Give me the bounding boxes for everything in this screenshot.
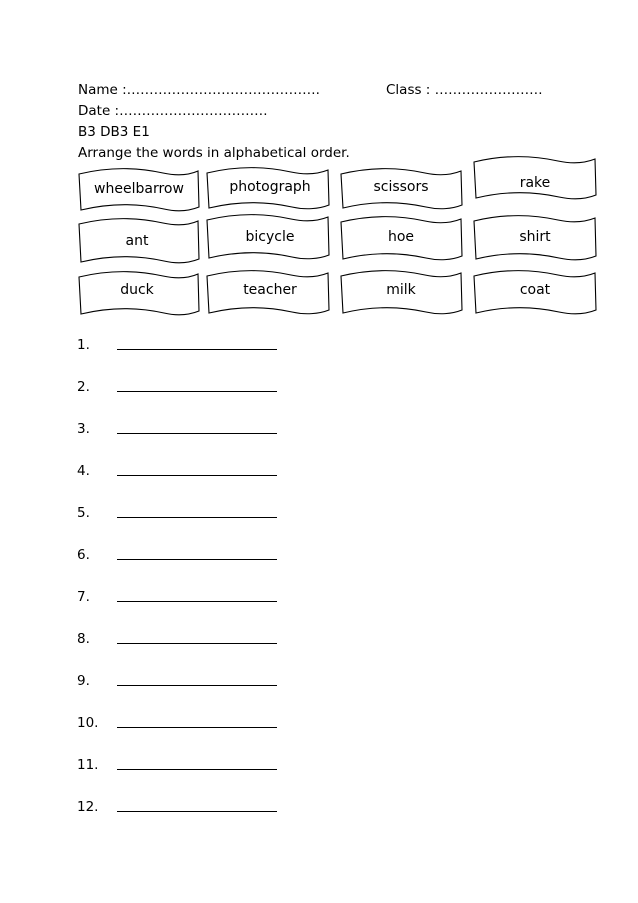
answer-line[interactable] (117, 433, 277, 434)
answer-line[interactable] (117, 517, 277, 518)
word-label: ant (125, 233, 149, 249)
answer-number: 11. (77, 757, 99, 773)
answer-number: 7. (77, 589, 90, 605)
word-label: shirt (519, 229, 551, 245)
word-label: rake (519, 175, 551, 191)
answer-number: 6. (77, 547, 90, 563)
word-label: photograph (229, 179, 311, 195)
answer-number: 4. (77, 463, 90, 479)
answer-line[interactable] (117, 601, 277, 602)
answer-line[interactable] (117, 769, 277, 770)
answer-number: 5. (77, 505, 90, 521)
word-label: hoe (387, 229, 415, 245)
answer-number: 1. (77, 337, 90, 353)
class-field[interactable]: Class : …………………… (386, 82, 543, 98)
instruction-text: Arrange the words in alphabetical order. (78, 145, 350, 161)
word-label: wheelbarrow (94, 181, 184, 197)
word-label: milk (386, 282, 416, 298)
answer-line[interactable] (117, 685, 277, 686)
answer-line[interactable] (117, 727, 277, 728)
answer-number: 10. (77, 715, 99, 731)
answer-line[interactable] (117, 349, 277, 350)
word-label: coat (519, 282, 551, 298)
word-label: duck (120, 282, 154, 298)
answer-line[interactable] (117, 391, 277, 392)
answer-number: 8. (77, 631, 90, 647)
answer-number: 3. (77, 421, 90, 437)
word-label: scissors (373, 179, 429, 195)
answer-line[interactable] (117, 811, 277, 812)
worksheet-code: B3 DB3 E1 (78, 124, 150, 140)
answer-number: 12. (77, 799, 99, 815)
date-field[interactable]: Date :…………………………… (78, 103, 268, 119)
answer-number: 9. (77, 673, 90, 689)
word-label: teacher (243, 282, 297, 298)
answer-line[interactable] (117, 559, 277, 560)
word-label: bicycle (245, 229, 295, 245)
answer-number: 2. (77, 379, 90, 395)
name-field[interactable]: Name :……………………………………. (78, 82, 320, 98)
answer-line[interactable] (117, 475, 277, 476)
word-bank-flags (0, 0, 638, 330)
answer-line[interactable] (117, 643, 277, 644)
